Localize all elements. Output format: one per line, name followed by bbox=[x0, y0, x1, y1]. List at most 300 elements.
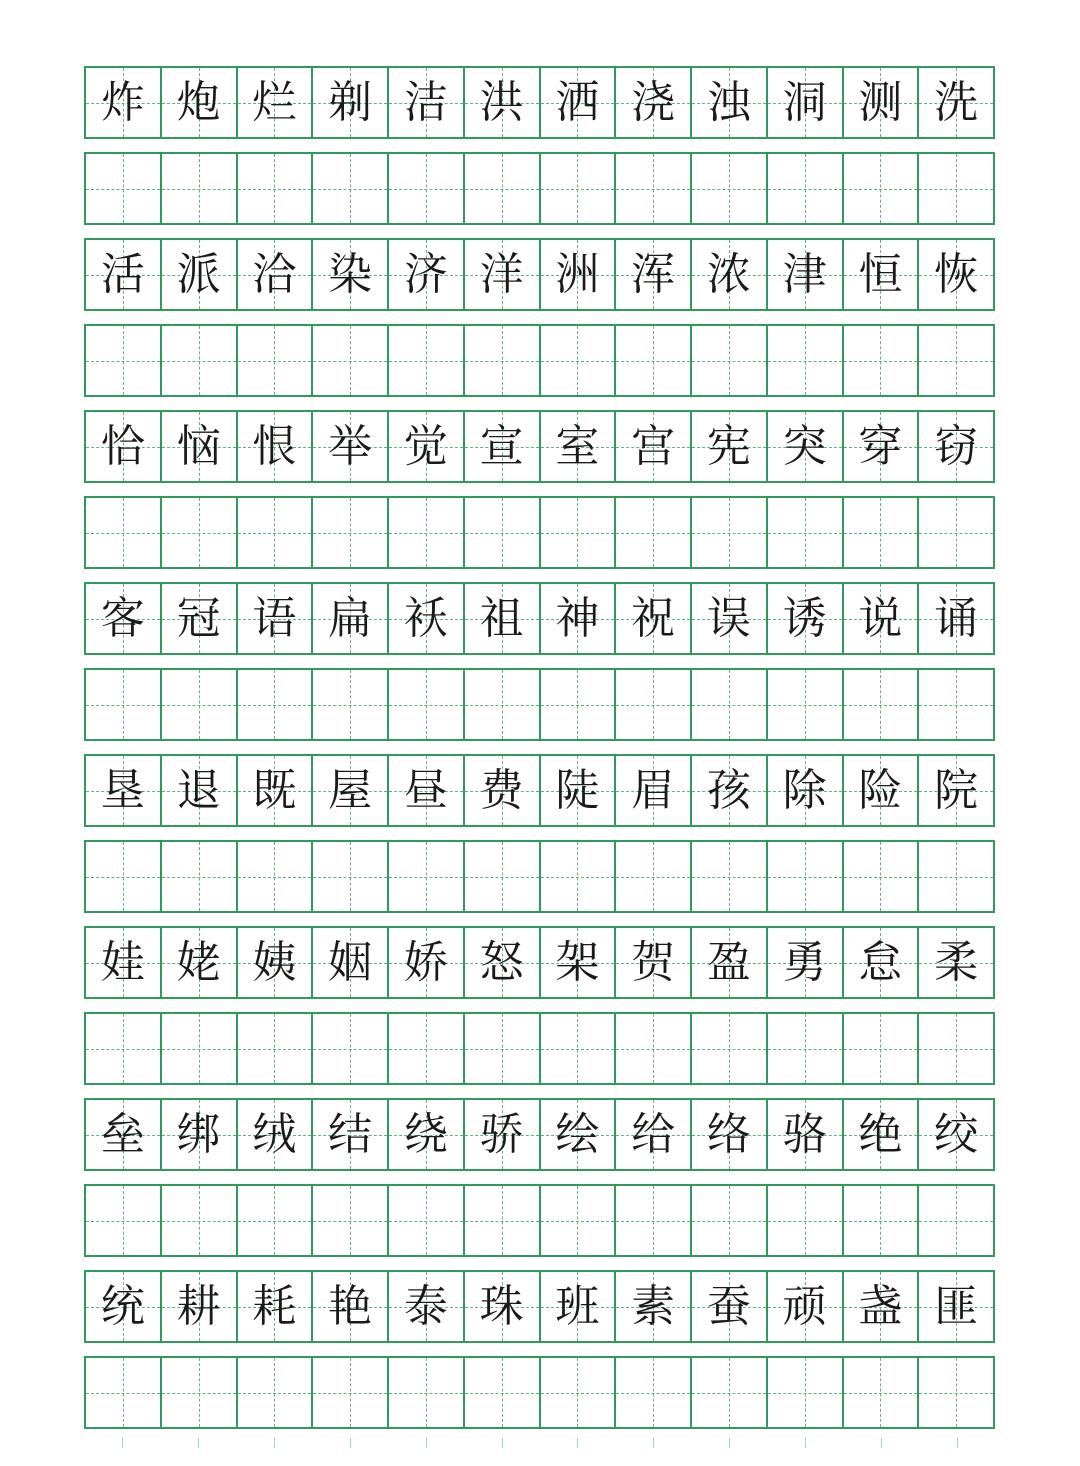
character-cell bbox=[616, 1100, 692, 1169]
model-character: 洁 bbox=[403, 76, 448, 128]
practice-cell bbox=[919, 1358, 993, 1427]
model-character: 扁 bbox=[328, 592, 373, 644]
model-character: 蚕 bbox=[706, 1280, 751, 1332]
practice-cell bbox=[162, 1186, 238, 1255]
practice-cell bbox=[692, 1358, 768, 1427]
model-character: 测 bbox=[858, 76, 903, 128]
character-cell bbox=[389, 1100, 465, 1169]
practice-cell bbox=[768, 1186, 844, 1255]
model-character: 误 bbox=[706, 592, 751, 644]
character-cell bbox=[919, 240, 993, 309]
practice-cell bbox=[616, 842, 692, 911]
practice-cell bbox=[313, 1186, 389, 1255]
practice-cell bbox=[919, 1014, 993, 1083]
character-cell bbox=[692, 240, 768, 309]
practice-cell bbox=[692, 670, 768, 739]
practice-cell bbox=[692, 842, 768, 911]
model-character: 剃 bbox=[328, 76, 373, 128]
practice-cell bbox=[313, 1358, 389, 1427]
model-character: 耕 bbox=[176, 1280, 221, 1332]
model-character: 冠 bbox=[176, 592, 221, 644]
character-cell bbox=[162, 412, 238, 481]
practice-cell bbox=[162, 670, 238, 739]
practice-cell bbox=[844, 326, 920, 395]
model-character: 举 bbox=[328, 420, 373, 472]
character-cell bbox=[692, 1100, 768, 1169]
practice-cell bbox=[162, 1358, 238, 1427]
character-cell bbox=[465, 240, 541, 309]
practice-cell bbox=[541, 498, 617, 567]
character-cell bbox=[86, 1272, 162, 1341]
model-character: 恨 bbox=[252, 420, 297, 472]
character-cell bbox=[844, 756, 920, 825]
practice-cell bbox=[86, 1014, 162, 1083]
practice-cell bbox=[616, 498, 692, 567]
practice-row bbox=[84, 668, 995, 741]
model-character: 洽 bbox=[252, 248, 297, 300]
character-cell bbox=[86, 240, 162, 309]
character-cell bbox=[541, 928, 617, 997]
model-character: 绘 bbox=[555, 1108, 600, 1160]
practice-cell bbox=[238, 1186, 314, 1255]
practice-cell bbox=[844, 842, 920, 911]
character-cell bbox=[389, 68, 465, 137]
practice-cell bbox=[389, 498, 465, 567]
model-character: 给 bbox=[631, 1108, 676, 1160]
practice-cell bbox=[844, 498, 920, 567]
practice-cell bbox=[238, 1358, 314, 1427]
character-cell bbox=[162, 928, 238, 997]
practice-cell bbox=[389, 1186, 465, 1255]
guide-stub bbox=[160, 1438, 236, 1462]
model-character: 洲 bbox=[555, 248, 600, 300]
character-cell bbox=[919, 928, 993, 997]
practice-cell bbox=[844, 154, 920, 223]
model-character: 恼 bbox=[176, 420, 221, 472]
character-row bbox=[84, 66, 995, 139]
model-character: 耗 bbox=[252, 1280, 297, 1332]
character-cell bbox=[86, 584, 162, 653]
character-cell bbox=[313, 1100, 389, 1169]
character-cell bbox=[768, 1272, 844, 1341]
character-cell bbox=[238, 412, 314, 481]
model-character: 觉 bbox=[403, 420, 448, 472]
character-cell bbox=[768, 584, 844, 653]
character-cell bbox=[692, 756, 768, 825]
guide-stub bbox=[615, 1438, 691, 1462]
practice-cell bbox=[389, 670, 465, 739]
character-cell bbox=[465, 584, 541, 653]
model-character: 津 bbox=[782, 248, 827, 300]
guide-stub bbox=[464, 1438, 540, 1462]
model-character: 洪 bbox=[479, 76, 524, 128]
practice-cell bbox=[919, 498, 993, 567]
practice-cell bbox=[919, 326, 993, 395]
practice-cell bbox=[389, 842, 465, 911]
character-cell bbox=[465, 412, 541, 481]
practice-cell bbox=[768, 498, 844, 567]
practice-cell bbox=[465, 1358, 541, 1427]
practice-cell bbox=[919, 670, 993, 739]
character-cell bbox=[616, 412, 692, 481]
character-cell bbox=[919, 1272, 993, 1341]
character-cell bbox=[238, 756, 314, 825]
model-character: 袄 bbox=[403, 592, 448, 644]
character-cell bbox=[313, 1272, 389, 1341]
practice-cell bbox=[465, 498, 541, 567]
character-cell bbox=[389, 584, 465, 653]
practice-row bbox=[84, 496, 995, 569]
character-cell bbox=[768, 412, 844, 481]
character-cell bbox=[465, 928, 541, 997]
model-character: 盈 bbox=[706, 936, 751, 988]
practice-cell bbox=[86, 1358, 162, 1427]
character-cell bbox=[844, 1100, 920, 1169]
character-cell bbox=[238, 1100, 314, 1169]
practice-cell bbox=[389, 1358, 465, 1427]
practice-cell bbox=[465, 326, 541, 395]
character-cell bbox=[162, 584, 238, 653]
character-row bbox=[84, 410, 995, 483]
model-character: 洞 bbox=[782, 76, 827, 128]
model-character: 绞 bbox=[934, 1108, 979, 1160]
model-character: 浑 bbox=[631, 248, 676, 300]
model-character: 架 bbox=[555, 936, 600, 988]
practice-cell bbox=[844, 1358, 920, 1427]
model-character: 怠 bbox=[858, 936, 903, 988]
character-cell bbox=[389, 928, 465, 997]
practice-cell bbox=[616, 1014, 692, 1083]
model-character: 炮 bbox=[176, 76, 221, 128]
practice-cell bbox=[768, 1014, 844, 1083]
model-character: 统 bbox=[100, 1280, 145, 1332]
model-character: 屋 bbox=[328, 764, 373, 816]
tianzige-grid bbox=[84, 66, 995, 1442]
model-character: 险 bbox=[858, 764, 903, 816]
character-cell bbox=[162, 1100, 238, 1169]
character-cell bbox=[313, 756, 389, 825]
character-cell bbox=[162, 1272, 238, 1341]
practice-cell bbox=[616, 326, 692, 395]
model-character: 络 bbox=[706, 1108, 751, 1160]
character-cell bbox=[919, 68, 993, 137]
model-character: 素 bbox=[631, 1280, 676, 1332]
character-cell bbox=[541, 1272, 617, 1341]
practice-cell bbox=[162, 1014, 238, 1083]
character-cell bbox=[616, 756, 692, 825]
model-character: 除 bbox=[782, 764, 827, 816]
character-cell bbox=[313, 584, 389, 653]
character-cell bbox=[844, 240, 920, 309]
character-cell bbox=[919, 756, 993, 825]
practice-row bbox=[84, 840, 995, 913]
model-character: 恰 bbox=[100, 420, 145, 472]
practice-cell bbox=[616, 154, 692, 223]
character-cell bbox=[692, 928, 768, 997]
model-character: 祖 bbox=[479, 592, 524, 644]
practice-cell bbox=[465, 1014, 541, 1083]
model-character: 退 bbox=[176, 764, 221, 816]
model-character: 眉 bbox=[631, 764, 676, 816]
guide-stub bbox=[388, 1438, 464, 1462]
practice-cell bbox=[389, 154, 465, 223]
model-character: 既 bbox=[252, 764, 297, 816]
practice-cell bbox=[238, 1014, 314, 1083]
character-cell bbox=[768, 756, 844, 825]
practice-cell bbox=[313, 498, 389, 567]
practice-cell bbox=[389, 1014, 465, 1083]
character-cell bbox=[616, 240, 692, 309]
practice-cell bbox=[692, 1014, 768, 1083]
character-cell bbox=[313, 412, 389, 481]
practice-cell bbox=[844, 670, 920, 739]
character-cell bbox=[465, 1272, 541, 1341]
model-character: 匪 bbox=[934, 1280, 979, 1332]
practice-cell bbox=[541, 842, 617, 911]
model-character: 客 bbox=[100, 592, 145, 644]
character-cell bbox=[844, 68, 920, 137]
practice-cell bbox=[465, 1186, 541, 1255]
model-character: 洒 bbox=[555, 76, 600, 128]
practice-cell bbox=[919, 154, 993, 223]
practice-cell bbox=[692, 326, 768, 395]
character-cell bbox=[768, 928, 844, 997]
model-character: 穿 bbox=[858, 420, 903, 472]
model-character: 恒 bbox=[858, 248, 903, 300]
practice-cell bbox=[768, 154, 844, 223]
guide-stub bbox=[843, 1438, 919, 1462]
model-character: 绑 bbox=[176, 1108, 221, 1160]
model-character: 语 bbox=[252, 592, 297, 644]
character-cell bbox=[86, 68, 162, 137]
practice-cell bbox=[238, 842, 314, 911]
model-character: 派 bbox=[176, 248, 221, 300]
guide-stub bbox=[691, 1438, 767, 1462]
practice-cell bbox=[162, 154, 238, 223]
character-cell bbox=[541, 1100, 617, 1169]
model-character: 宫 bbox=[631, 420, 676, 472]
practice-cell bbox=[541, 670, 617, 739]
grid-continuation bbox=[84, 1438, 995, 1462]
character-cell bbox=[162, 240, 238, 309]
character-cell bbox=[389, 240, 465, 309]
character-cell bbox=[768, 68, 844, 137]
practice-row bbox=[84, 324, 995, 397]
practice-cell bbox=[616, 1186, 692, 1255]
model-character: 突 bbox=[782, 420, 827, 472]
model-character: 洋 bbox=[479, 248, 524, 300]
character-cell bbox=[541, 756, 617, 825]
practice-cell bbox=[919, 1186, 993, 1255]
model-character: 浓 bbox=[706, 248, 751, 300]
guide-stub bbox=[919, 1438, 995, 1462]
model-character: 诵 bbox=[934, 592, 979, 644]
character-cell bbox=[86, 928, 162, 997]
practice-cell bbox=[844, 1186, 920, 1255]
model-character: 诱 bbox=[782, 592, 827, 644]
practice-cell bbox=[541, 154, 617, 223]
character-cell bbox=[162, 756, 238, 825]
model-character: 炸 bbox=[100, 76, 145, 128]
character-row bbox=[84, 238, 995, 311]
model-character: 说 bbox=[858, 592, 903, 644]
character-cell bbox=[238, 240, 314, 309]
character-cell bbox=[465, 68, 541, 137]
model-character: 骄 bbox=[479, 1108, 524, 1160]
model-character: 绒 bbox=[252, 1108, 297, 1160]
practice-cell bbox=[768, 326, 844, 395]
model-character: 浊 bbox=[706, 76, 751, 128]
practice-cell bbox=[86, 1186, 162, 1255]
practice-cell bbox=[692, 1186, 768, 1255]
model-character: 珠 bbox=[479, 1280, 524, 1332]
character-cell bbox=[768, 1100, 844, 1169]
model-character: 娇 bbox=[403, 936, 448, 988]
model-character: 绝 bbox=[858, 1108, 903, 1160]
character-row bbox=[84, 582, 995, 655]
model-character: 贺 bbox=[631, 936, 676, 988]
practice-cell bbox=[541, 326, 617, 395]
character-cell bbox=[162, 68, 238, 137]
character-cell bbox=[616, 584, 692, 653]
practice-cell bbox=[692, 498, 768, 567]
practice-cell bbox=[162, 498, 238, 567]
practice-cell bbox=[162, 326, 238, 395]
character-cell bbox=[238, 928, 314, 997]
character-cell bbox=[844, 584, 920, 653]
model-character: 柔 bbox=[934, 936, 979, 988]
character-cell bbox=[238, 68, 314, 137]
character-row bbox=[84, 1270, 995, 1343]
model-character: 宣 bbox=[479, 420, 524, 472]
guide-stub bbox=[312, 1438, 388, 1462]
practice-cell bbox=[919, 842, 993, 911]
character-row bbox=[84, 926, 995, 999]
practice-cell bbox=[768, 670, 844, 739]
practice-cell bbox=[86, 670, 162, 739]
practice-cell bbox=[616, 1358, 692, 1427]
model-character: 济 bbox=[403, 248, 448, 300]
practice-cell bbox=[313, 842, 389, 911]
character-cell bbox=[692, 412, 768, 481]
model-character: 垦 bbox=[100, 764, 145, 816]
practice-cell bbox=[86, 326, 162, 395]
practice-cell bbox=[238, 326, 314, 395]
character-cell bbox=[465, 756, 541, 825]
character-row bbox=[84, 754, 995, 827]
model-character: 费 bbox=[479, 764, 524, 816]
practice-cell bbox=[86, 154, 162, 223]
practice-cell bbox=[86, 498, 162, 567]
character-cell bbox=[844, 928, 920, 997]
character-cell bbox=[692, 1272, 768, 1341]
model-character: 顽 bbox=[782, 1280, 827, 1332]
character-cell bbox=[86, 756, 162, 825]
model-character: 烂 bbox=[252, 76, 297, 128]
guide-stub bbox=[236, 1438, 312, 1462]
character-cell bbox=[541, 240, 617, 309]
character-cell bbox=[238, 1272, 314, 1341]
model-character: 窃 bbox=[934, 420, 979, 472]
character-cell bbox=[541, 412, 617, 481]
character-cell bbox=[844, 1272, 920, 1341]
character-cell bbox=[313, 68, 389, 137]
practice-cell bbox=[162, 842, 238, 911]
model-character: 浇 bbox=[631, 76, 676, 128]
model-character: 活 bbox=[100, 248, 145, 300]
practice-cell bbox=[768, 842, 844, 911]
model-character: 班 bbox=[555, 1280, 600, 1332]
character-cell bbox=[616, 68, 692, 137]
practice-cell bbox=[238, 154, 314, 223]
practice-row bbox=[84, 1184, 995, 1257]
character-cell bbox=[389, 1272, 465, 1341]
practice-cell bbox=[768, 1358, 844, 1427]
practice-row bbox=[84, 152, 995, 225]
practice-cell bbox=[541, 1014, 617, 1083]
practice-cell bbox=[238, 670, 314, 739]
model-character: 神 bbox=[555, 592, 600, 644]
practice-cell bbox=[692, 154, 768, 223]
model-character: 绕 bbox=[403, 1108, 448, 1160]
practice-cell bbox=[389, 326, 465, 395]
character-cell bbox=[919, 1100, 993, 1169]
character-cell bbox=[389, 412, 465, 481]
guide-stub bbox=[540, 1438, 616, 1462]
character-cell bbox=[541, 68, 617, 137]
practice-cell bbox=[465, 154, 541, 223]
model-character: 勇 bbox=[782, 936, 827, 988]
guide-stub bbox=[767, 1438, 843, 1462]
model-character: 垒 bbox=[100, 1108, 145, 1160]
character-cell bbox=[768, 240, 844, 309]
practice-cell bbox=[541, 1186, 617, 1255]
model-character: 洗 bbox=[934, 76, 979, 128]
character-cell bbox=[844, 412, 920, 481]
model-character: 室 bbox=[555, 420, 600, 472]
character-cell bbox=[541, 584, 617, 653]
character-cell bbox=[313, 928, 389, 997]
character-cell bbox=[389, 756, 465, 825]
practice-cell bbox=[616, 670, 692, 739]
model-character: 怒 bbox=[479, 936, 524, 988]
practice-cell bbox=[844, 1014, 920, 1083]
practice-cell bbox=[465, 670, 541, 739]
model-character: 祝 bbox=[631, 592, 676, 644]
guide-stub bbox=[84, 1438, 160, 1462]
model-character: 宪 bbox=[706, 420, 751, 472]
practice-cell bbox=[86, 842, 162, 911]
model-character: 娃 bbox=[100, 936, 145, 988]
practice-cell bbox=[465, 842, 541, 911]
character-row bbox=[84, 1098, 995, 1171]
character-cell bbox=[616, 928, 692, 997]
practice-cell bbox=[313, 326, 389, 395]
practice-cell bbox=[313, 670, 389, 739]
model-character: 院 bbox=[934, 764, 979, 816]
model-character: 骆 bbox=[782, 1108, 827, 1160]
character-cell bbox=[238, 584, 314, 653]
model-character: 孩 bbox=[706, 764, 751, 816]
practice-row bbox=[84, 1356, 995, 1429]
character-cell bbox=[313, 240, 389, 309]
character-cell bbox=[465, 1100, 541, 1169]
character-cell bbox=[919, 584, 993, 653]
model-character: 染 bbox=[328, 248, 373, 300]
character-cell bbox=[919, 412, 993, 481]
practice-cell bbox=[313, 154, 389, 223]
practice-row bbox=[84, 1012, 995, 1085]
